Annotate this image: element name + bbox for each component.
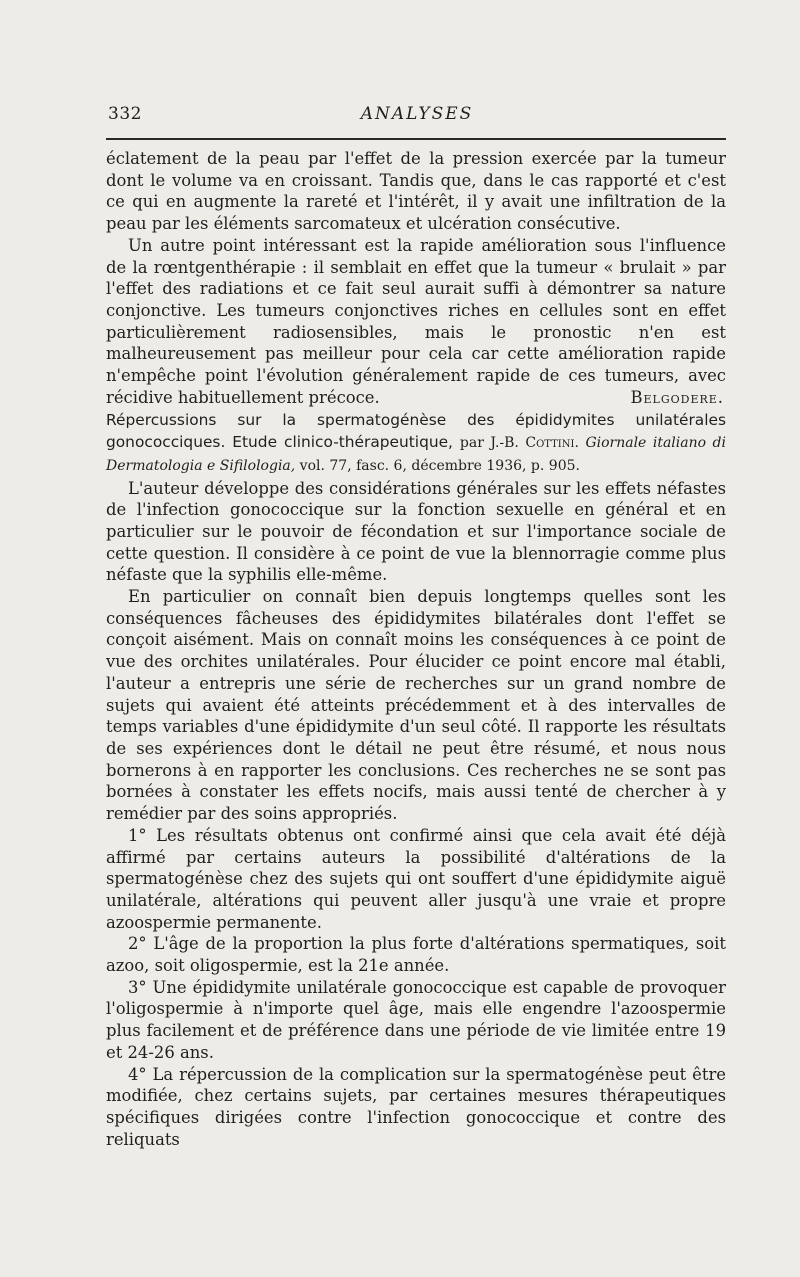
- header-rule: [106, 138, 726, 140]
- paragraph-continuation: éclatement de la peau par l'effet de la pression exercée par la tumeur dont le volume va en croissant. Tandis que, dans le cas rapporté et c'est ce qui en augmente la rareté et l'intérêt, il y avait une infiltration de la peau par les éléments sarcomateux et ulcération consécutive.: [106, 149, 726, 234]
- article-author: Cottini.: [525, 435, 579, 452]
- paragraph-conclusion-1: 1° Les résultats obtenus ont confirmé ainsi que cela avait été déjà affirmé par certains auteurs la possibilité d'altérations de la spermatogénèse chez des sujets qui ont souffert d'une épididymite aiguë unilatérale, altérations qui peuvent aller jusqu'à une vraie et propre azoospermie permanente.: [106, 825, 726, 932]
- reviewer-signature: Belgodere.: [630, 387, 724, 407]
- paragraph-context: En particulier on connaît bien depuis longtemps quelles sont les conséquences fâcheuses des épididymites bilatérales dont l'effet se conçoit aisément. Mais on connaît moins les conséquences à ce point de vue des orchites unilatérales. Pour élucider ce point encore mal établi, l'auteur a entrepris une série de recherches sur un grand nombre de sujets qui avaient été atteints précédemment et à des intervalles de temps variables d'une épididymite d'un seul côté. Il rapporte les résultats de ses expériences dont le détail ne peut être résumé, et nous nous bornerons à en rapporter les conclusions. Ces recherches ne se sont pas bornées à constater les effets nocifs, mais aussi tenté de chercher à y remédier par des soins appropriés.: [106, 587, 726, 824]
- page-number: 332: [108, 104, 142, 124]
- paragraph-intro: L'auteur développe des considérations générales sur les effets néfastes de l'infection gonococcique sur la fonction sexuelle en général et en particulier sur le pouvoir de fécondation et sur l'importance sociale de cette question. Il considère à ce point de vue la blennorragie comme plus néfaste que la syphilis elle-même.: [106, 478, 726, 585]
- paragraph-conclusion-2: 2° L'âge de la proportion la plus forte d'altérations spermatiques, soit azoo, soit oligospermie, est la 21e année.: [106, 934, 726, 976]
- article-by: par J.-B.: [459, 435, 519, 452]
- article-details: vol. 77, fasc. 6, décembre 1936, p. 905.: [299, 457, 580, 474]
- paragraph-conclusion-3: 3° Une épididymite unilatérale gonococcique est capable de provoquer l'oligospermie à n'importe quel âge, mais elle engendre l'azoospermie plus facilement et de préférence dans une période de vie limitée entre 19 et 24-26 ans.: [106, 977, 726, 1062]
- running-title: ANALYSES: [360, 104, 474, 124]
- paragraph-rontgen: Un autre point intéressant est la rapide amélioration sous l'influence de la rœntgenthérapie : il semblait en effet que la tumeur « brulait » par l'effet des radiations et ce fait seul aurait suffi à démontrer sa nature conjonctive. Les tumeurs conjonctives riches en cellules sont en effet particulièrement radiosensibles, mais le pronostic n'en est malheureusement pas meilleur pour cela car cette amélioration rapide n'empêche point l'évolution généralement rapide de ces tumeurs, avec récidive habituellement précoce.: [106, 235, 726, 407]
- article-journal: Giornale italiano di Dermatologia e Sifilologia,: [106, 435, 726, 474]
- paragraph-conclusion-4: 4° La répercussion de la complication sur la spermatogénèse peut être modifiée, chez certains sujets, par certaines mesures thérapeutiques spécifiques dirigées contre l'infection gonococcique et contre des reliquats: [106, 1064, 726, 1149]
- body-text: [106, 148, 726, 1150]
- page-header: [108, 104, 726, 130]
- article-heading: [106, 410, 726, 477]
- article-title: Répercussions sur la spermatogénèse des épididymites unilatérales gonococciques. Etude clinico-thérapeutique,: [106, 411, 726, 452]
